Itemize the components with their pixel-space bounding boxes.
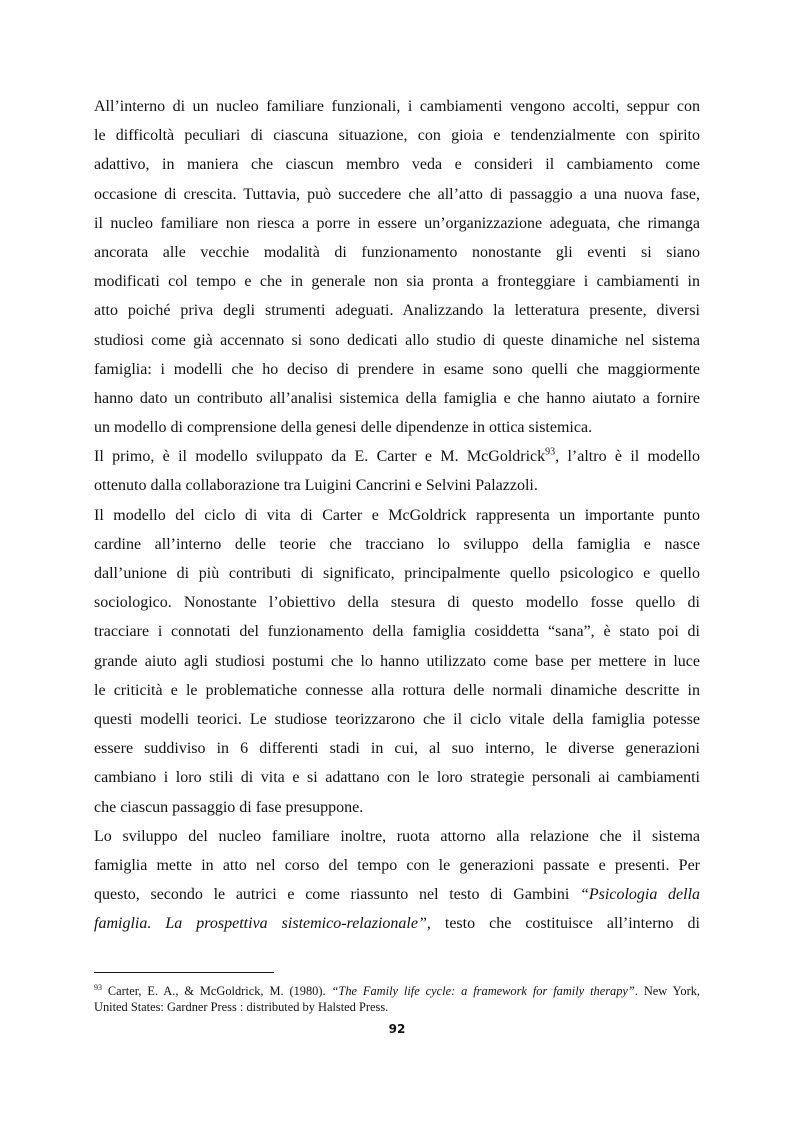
text-line: adattivo, in maniera che ciascun membro veda e consideri il cambiamento come [94,156,700,174]
footnote-line: United States: Gardner Press : distributed by Halsted Press. [94,1000,389,1014]
text-line [94,442,700,471]
text-line: modificati col tempo e che in generale non sia pronta a fronteggiare i cambiamenti in [94,273,700,291]
text-line: hanno dato un contributo all’analisi sistemica della famiglia e che hanno aiutato a fornire [94,389,700,407]
text-line: occasione di crescita. Tuttavia, può succedere che all’atto di passaggio a una nuova fase, [94,185,700,203]
text-line: cambiano i loro stili di vita e si adattano con le loro strategie personali ai cambiamenti [94,769,700,787]
text-line: ancorata alle vecchie modalità di funzionamento nonostante gli eventi si siano [94,243,700,261]
text-line: famiglia mette in atto nel corso del tempo con le generazioni passate e presenti. Per [94,856,700,874]
text-line [94,880,700,909]
text-line: questi modelli teorici. Le studiose teorizzarono che il ciclo vitale della famiglia potesse [94,710,700,728]
text-line: il nucleo familiare non riesca a porre in essere un’organizzazione adeguata, che rimanga [94,214,700,232]
footnote-title: “The Family life cycle: a framework for family therapy” [331,984,635,998]
page-number: 92 [388,1022,406,1036]
text-line: studiosi come già accennato si sono dedicati allo studio di queste dinamiche nel sistema [94,331,700,349]
text-line: un modello di comprensione della genesi delle dipendenze in ottica sistemica. [94,419,593,437]
text-segment: , testo che costituisce all’interno di [426,915,700,933]
text-segment: questo, secondo le autrici e come riassunto nel testo di Gambini [94,886,570,904]
text-line [94,909,700,938]
text-line: atto poiché priva degli strumenti adeguati. Analizzando la letteratura presente, diversi [94,302,700,320]
footnote-authors: Carter, E. A., & McGoldrick, M. (1980). [107,984,326,998]
text-line: dall’unione di più contributi di significato, principalmente quello psicologico e quello [94,565,700,582]
text-line: le difficoltà peculiari di ciascuna situazione, con gioia e tendenzialmente con spirito [94,127,700,145]
footnote-place: . New York, [634,984,700,998]
text-segment: , l’altro è il modello [555,448,700,466]
footnote-reference: 93 [545,446,556,458]
text-line: le criticità e le problematiche connesse alla rottura delle normali dinamiche descritte in [94,681,700,699]
footnote-line [94,983,700,999]
text-line: All’interno di un nucleo familiare funzionali, i cambiamenti vengono accolti, seppur con [94,98,700,115]
footnote-number: 93 [94,982,102,992]
footnote-separator [94,972,274,973]
text-line: cardine all’interno delle teorie che tracciano lo sviluppo della famiglia e nasce [94,535,700,553]
text-line: famiglia: i modelli che ho deciso di prendere in esame sono quelli che maggiormente [94,360,700,378]
text-line: sociologico. Nonostante l’obiettivo della stesura di questo modello fosse quello di [94,594,700,612]
body-text [94,92,700,938]
italic-title: famiglia. La prospettiva sistemico-relazionale” [94,915,427,933]
text-line: grande aiuto agli studiosi postumi che lo hanno utilizzato come base per mettere in luce [94,652,700,670]
text-line: Il modello del ciclo di vita di Carter e McGoldrick rappresenta un importante punto [94,506,700,524]
text-line: essere suddiviso in 6 differenti stadi in cui, al suo interno, le diverse generazioni [94,740,700,758]
text-line: tracciare i connotati del funzionamento della famiglia cosiddetta “sana”, è stato poi di [94,623,700,641]
text-line: Lo sviluppo del nucleo familiare inoltre, ruota attorno alla relazione che il sistema [94,827,700,845]
text-line: che ciascun passaggio di fase presuppone. [94,798,364,816]
text-segment: Il primo, è il modello sviluppato da E. Carter e M. McGoldrick [94,448,546,466]
italic-title: “Psicologia della [580,886,701,904]
footnote [94,983,700,1015]
text-line: ottenuto dalla collaborazione tra Luigini Cancrini e Selvini Palazzoli. [94,477,538,495]
